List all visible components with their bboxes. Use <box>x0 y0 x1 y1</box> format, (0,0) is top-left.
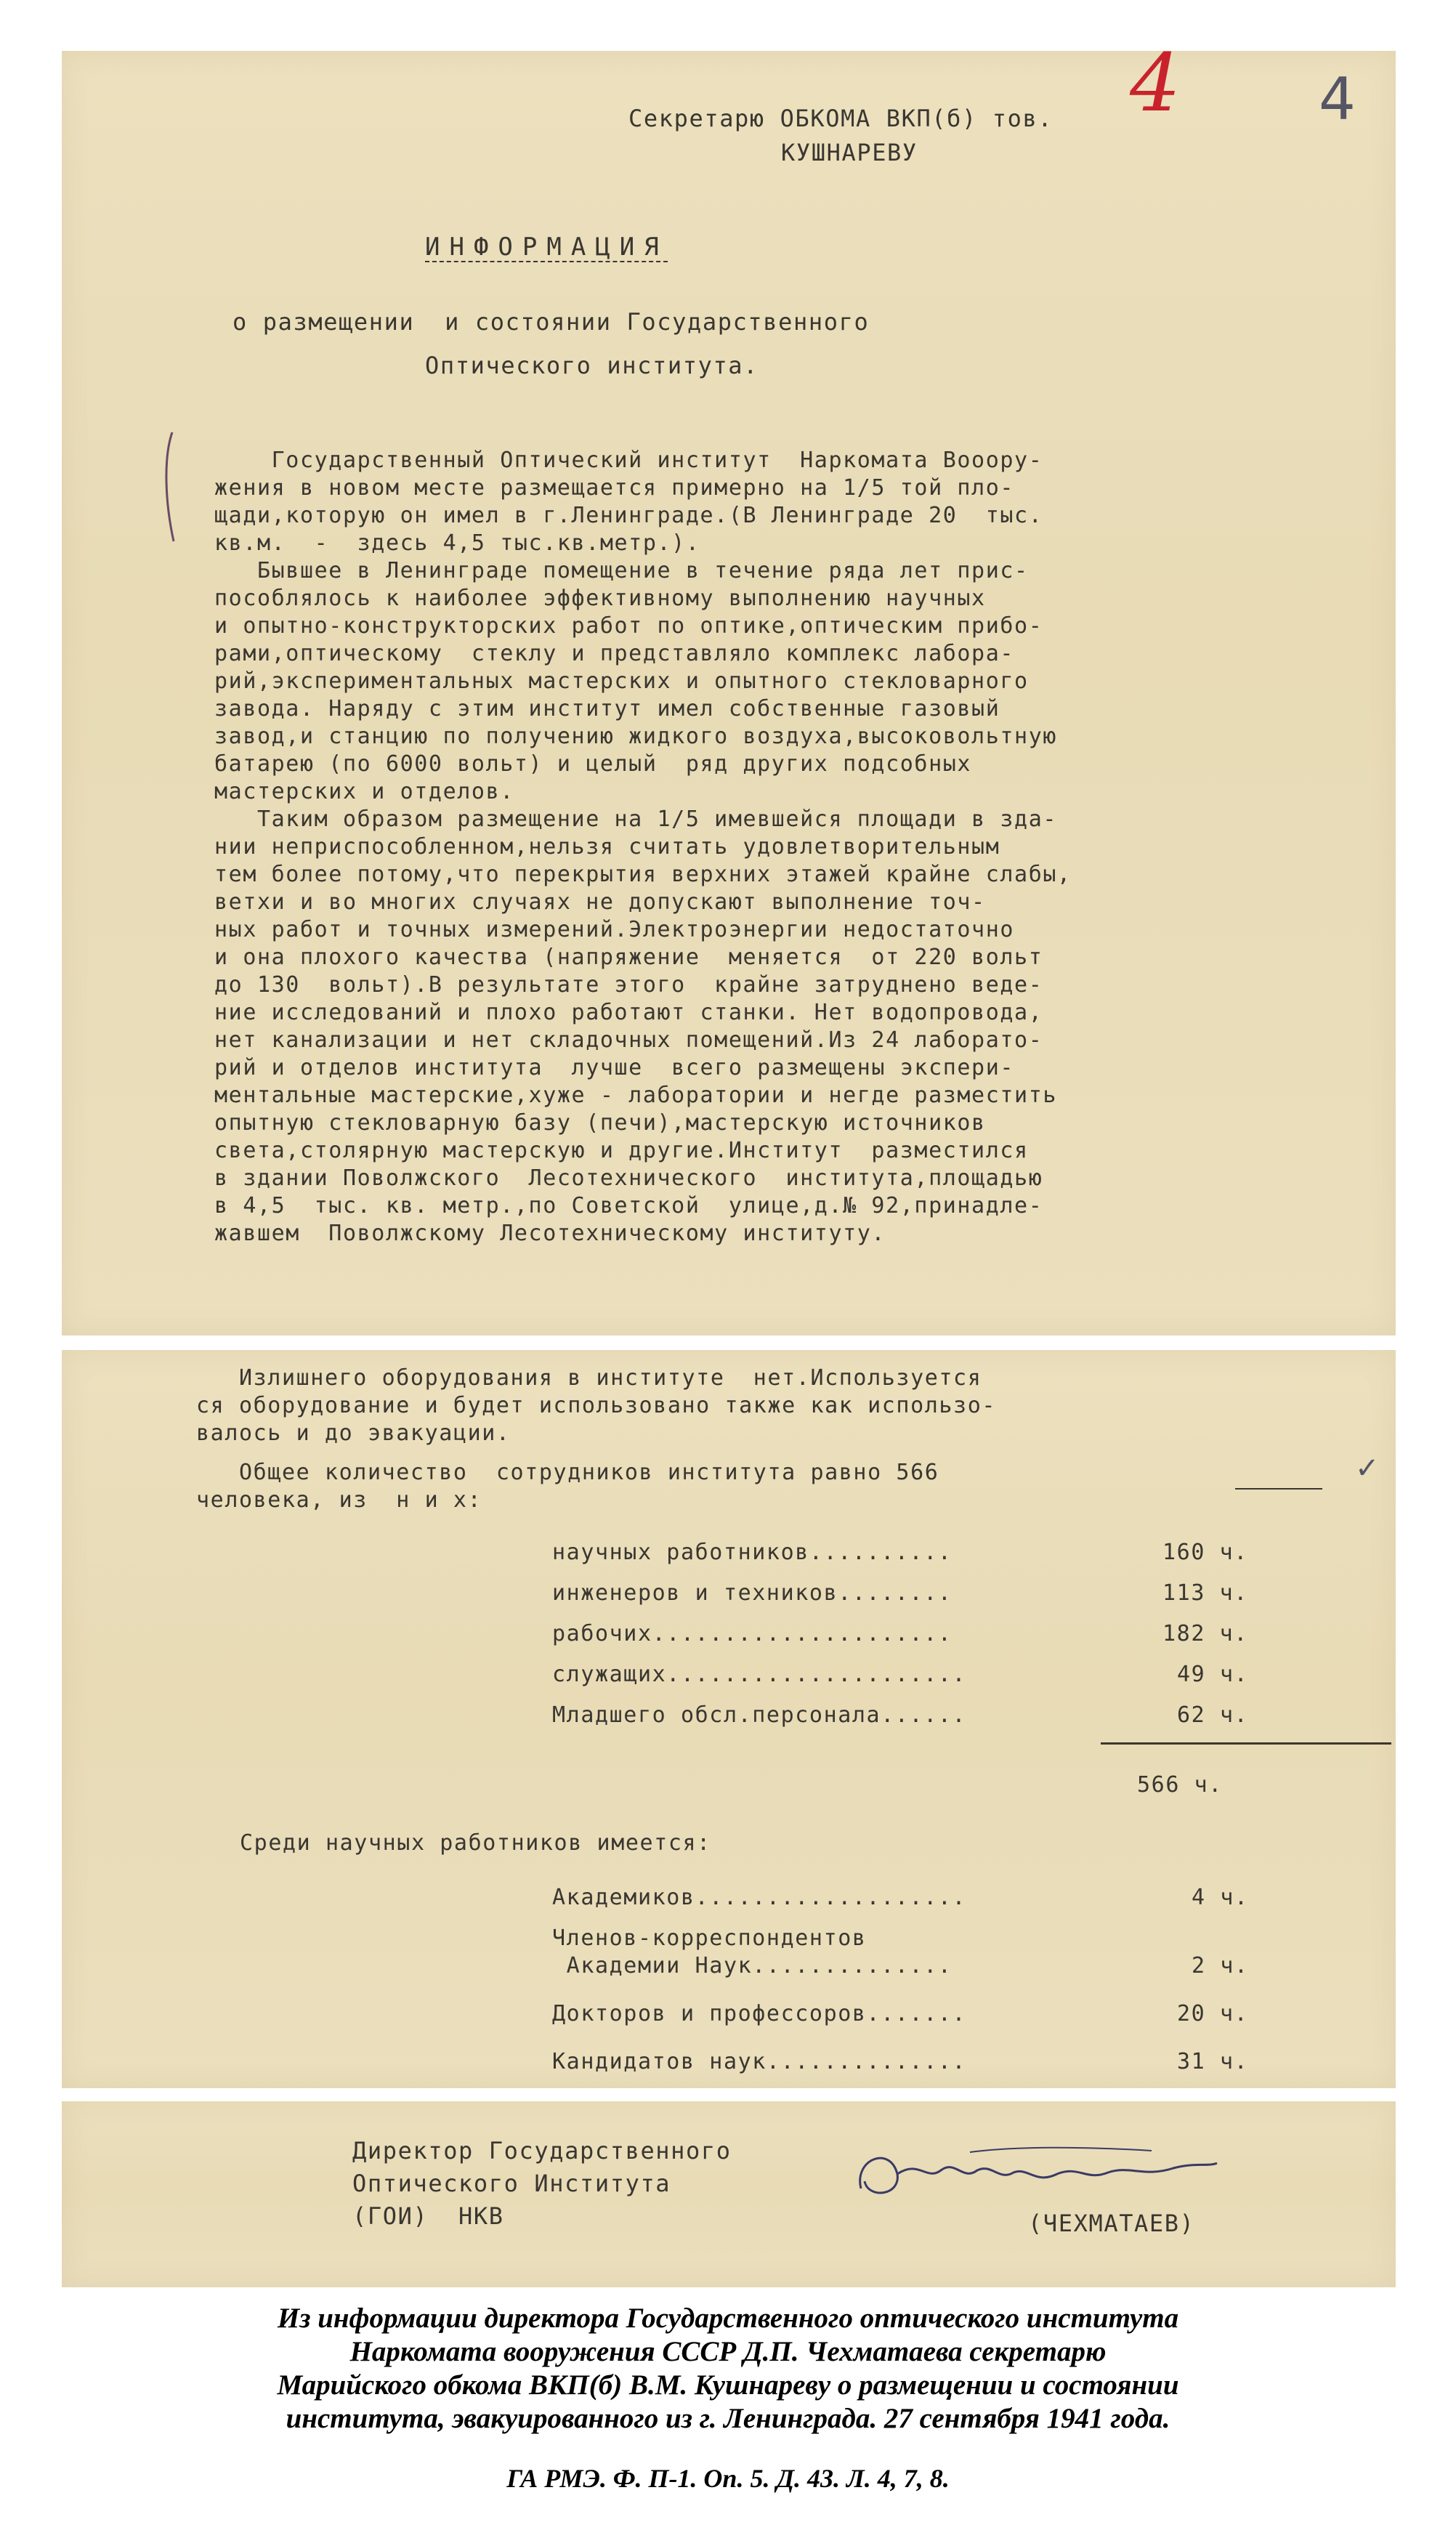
document-page-1 <box>62 36 1396 1335</box>
body-line: ветхи и во многих случаях не допускают выполнение точ- <box>214 889 986 915</box>
document-page-3 <box>62 2101 1396 2287</box>
signatory-name: (ЧЕХМАТАЕВ) <box>1028 2210 1195 2237</box>
pencil-margin-mark <box>156 429 185 545</box>
scientist-row-label: Академии Наук.............. <box>552 1953 953 1979</box>
scientist-row-value: 4 ч. <box>1192 1885 1249 1910</box>
staff-row-label: служащих..................... <box>552 1662 967 1687</box>
caption-line-3: Марийского обкома ВКП(б) В.М. Кушнареву о размещении и состоянии <box>277 2369 1179 2401</box>
body-line: Таким образом размещение на 1/5 имевшейся площади в зда- <box>214 807 1058 832</box>
signatory-line-2: Оптического Института <box>352 2170 671 2197</box>
body-line: в 4,5 тыс. кв. метр.,по Советской улице,д.№ 92,принадле- <box>214 1193 1043 1218</box>
body-line: завод,и станцию по получению жидкого воздуха,высоковольтную <box>214 724 1058 749</box>
pencil-checkmark: ✓ <box>1355 1452 1380 1485</box>
para-line: Общее количество сотрудников института равно 566 <box>196 1460 939 1485</box>
addressee-line-1: Секретарю ОБКОМА ВКП(б) тов. <box>628 105 1053 132</box>
caption-line-2: Наркомата вооружения СССР Д.П. Чехматаева секретарю <box>349 2336 1107 2367</box>
scientist-row-label: Академиков................... <box>552 1885 967 1910</box>
body-line: Бывшее в Ленинграде помещение в течение ряда лет прис- <box>214 558 1029 583</box>
body-line: Государственный Оптический институт Наркомата Вооору- <box>214 448 1043 473</box>
addressee-line-2: КУШНАРЕВУ <box>781 139 918 166</box>
caption-line-1: Из информации директора Государственного оптического института <box>277 2303 1179 2334</box>
scientist-row-label: Членов-корреспондентов <box>552 1925 867 1951</box>
body-line: жения в новом месте размещается примерно на 1/5 той пло- <box>214 475 1015 501</box>
body-line: мастерских и отделов. <box>214 779 514 804</box>
body-line: ние исследований и плохо работают станки. Нет водопровода, <box>214 1000 1043 1025</box>
scientists-intro: Среди научных работников имеется: <box>240 1830 711 1856</box>
signatory-line-1: Директор Государственного <box>352 2137 732 2165</box>
para-line: Излишнего оборудования в институте нет.Используется <box>196 1365 982 1391</box>
body-line: щади,которую он имел в г.Ленинграде.(В Ленинграде 20 тыс. <box>214 503 1043 528</box>
staff-row-value: 113 ч. <box>1162 1580 1248 1606</box>
body-line: в здании Поволжского Лесотехнического института,площадью <box>214 1165 1043 1191</box>
body-line: рами,оптическому стеклу и представляло комплекс лабора- <box>214 641 1015 666</box>
scientist-row-value: 31 ч. <box>1177 2049 1249 2074</box>
subtitle-line-2: Оптического института. <box>425 352 759 379</box>
body-line: кв.м. - здесь 4,5 тыс.кв.метр.). <box>214 530 700 556</box>
staff-total: 566 ч. <box>1137 1772 1223 1798</box>
staff-row-label: инженеров и техников........ <box>552 1580 953 1606</box>
body-line: и она плохого качества (напряжение меняется от 220 вольт <box>214 945 1043 970</box>
sum-rule <box>1101 1742 1391 1745</box>
handwritten-signature <box>846 2130 1224 2218</box>
body-line: ных работ и точных измерений.Электроэнергии недостаточно <box>214 917 1015 942</box>
staff-row-label: Младшего обсл.персонала...... <box>552 1702 967 1728</box>
body-line: рий,экспериментальных мастерских и опытного стекловарного <box>214 668 1029 694</box>
pencil-page-mark: 4 <box>1319 65 1356 133</box>
staff-row-value: 62 ч. <box>1177 1702 1249 1728</box>
staff-row-value: 160 ч. <box>1162 1540 1248 1565</box>
body-line: ментальные мастерские,хуже - лаборатории и негде разместить <box>214 1083 1058 1108</box>
red-page-mark: 4 <box>1130 36 1181 129</box>
body-line: рий и отделов института лучше всего размещены экспери- <box>214 1055 1015 1080</box>
body-line: света,столярную мастерскую и другие.Институт разместился <box>214 1138 1029 1163</box>
body-line: тем более потому,что перекрытия верхних этажей крайне слабы, <box>214 862 1072 887</box>
body-line: до 130 вольт).В результате этого крайне затруднено веде- <box>214 972 1043 998</box>
body-line: нет канализации и нет складочных помещений.Из 24 лаборато- <box>214 1027 1043 1053</box>
body-line: жавшем Поволжскому Лесотехническому институту. <box>214 1221 886 1246</box>
body-line: и опытно-конструкторских работ по оптике,оптическим прибо- <box>214 613 1043 639</box>
body-line: опытную стекловарную базу (печи),мастерскую источников <box>214 1110 986 1136</box>
scientist-row-label: Кандидатов наук.............. <box>552 2049 967 2074</box>
signatory-line-3: (ГОИ) НКВ <box>352 2202 504 2230</box>
staff-row-label: научных работников.......... <box>552 1540 953 1565</box>
scientist-row-value: 2 ч. <box>1192 1953 1249 1979</box>
para-line: валось и до эвакуации. <box>196 1420 511 1446</box>
body-line: нии неприспособленном,нельзя считать удовлетворительным <box>214 834 1000 860</box>
total-underline <box>1235 1488 1322 1490</box>
scientist-row-value: 20 ч. <box>1177 2001 1249 2026</box>
para-line: человека, из н и х: <box>196 1487 482 1513</box>
archive-reference: ГА РМЭ. Ф. П-1. Оп. 5. Д. 43. Л. 4, 7, 8. <box>506 2464 950 2493</box>
staff-row-label: рабочих..................... <box>552 1621 953 1646</box>
document-page-2 <box>62 1350 1396 2088</box>
scientist-row-label: Докторов и профессоров....... <box>552 2001 967 2026</box>
body-line: пособлялось к наиболее эффективному выполнению научных <box>214 586 986 611</box>
caption-line-4: института, эвакуированного из г. Ленинграда. 27 сентября 1941 года. <box>286 2403 1170 2434</box>
staff-row-value: 49 ч. <box>1177 1662 1249 1687</box>
staff-row-value: 182 ч. <box>1162 1621 1248 1646</box>
document-heading: ИНФОРМАЦИЯ <box>425 233 668 262</box>
body-line: батарею (по 6000 вольт) и целый ряд других подсобных <box>214 751 972 777</box>
subtitle-line-1: о размещении и состоянии Государственного <box>232 308 870 336</box>
body-line: завода. Наряду с этим институт имел собственные газовый <box>214 696 1000 722</box>
para-line: ся оборудование и будет использовано также как использо- <box>196 1393 997 1418</box>
